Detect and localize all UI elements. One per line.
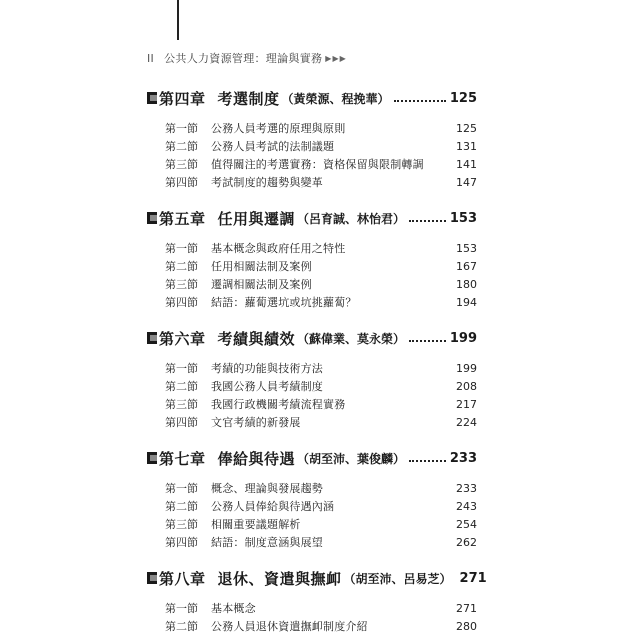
section-label: 第四節: [165, 176, 198, 189]
section-row[interactable]: [147, 173, 477, 191]
section-title: 公務人員考選的原理與原則: [211, 122, 346, 135]
section-page-number: 153: [456, 241, 477, 255]
section-title: 考績的功能與技術方法: [211, 362, 323, 375]
section-page-number: 233: [456, 481, 477, 495]
section-label: 第二節: [165, 260, 198, 273]
section-page-number: 254: [456, 517, 477, 531]
section-label: 第二節: [165, 140, 198, 153]
section-label: 第四節: [165, 416, 198, 429]
section-row[interactable]: [147, 137, 477, 155]
dot-leader: [409, 451, 446, 465]
section-label: 第四節: [165, 296, 198, 309]
chapter-label: 第四章: [159, 89, 206, 108]
chapter-authors: （蘇偉業、莫永榮）: [297, 331, 406, 346]
chapter-authors: （黃榮源、程挽華）: [281, 91, 390, 106]
section-page-number: 280: [456, 619, 477, 633]
chapter-label: 第五章: [159, 209, 206, 228]
section-page-number: 217: [456, 397, 477, 411]
chapter-heading[interactable]: [147, 445, 477, 471]
section-page-number: 199: [456, 361, 477, 375]
section-row[interactable]: [147, 119, 477, 137]
section-title: 結語：制度意涵與展望: [211, 536, 323, 549]
section-title: 公務人員退休資遣撫卹制度介紹: [211, 620, 368, 633]
chapter-block: [147, 445, 477, 565]
chapter-label: 第八章: [159, 569, 206, 588]
running-header: [147, 50, 347, 66]
section-label: 第一節: [165, 602, 198, 615]
section-title: 值得關注的考選實務：資格保留與限制轉調: [211, 158, 424, 171]
chapter-page-number: 233: [449, 450, 477, 466]
section-page-number: 194: [456, 295, 477, 309]
section-title: 我國行政機關考績流程實務: [211, 398, 346, 411]
chapter-title: 任用與遷調: [217, 209, 296, 228]
chapter-authors: （胡至沛、呂易芝）: [343, 571, 452, 586]
dot-leader: [394, 91, 446, 105]
chapter-block: [147, 85, 477, 205]
section-label: 第三節: [165, 518, 198, 531]
book-title: 公共人力資源管理：理論與實務: [164, 52, 323, 65]
section-title: 結語：蘿蔔選坑或坑挑蘿蔔？: [211, 296, 357, 309]
section-label: 第二節: [165, 620, 198, 633]
section-list: [147, 351, 477, 445]
chapter-title: 考選制度: [217, 89, 280, 108]
section-title: 遷調相關法制及案例: [211, 278, 312, 291]
section-title: 我國公務人員考績制度: [211, 380, 323, 393]
chapter-heading[interactable]: [147, 325, 477, 351]
section-title: 基本概念: [211, 602, 256, 615]
margin-rule: [177, 0, 179, 40]
section-label: 第三節: [165, 278, 198, 291]
section-row[interactable]: [147, 413, 477, 431]
section-row[interactable]: [147, 239, 477, 257]
section-row[interactable]: [147, 293, 477, 311]
chapter-authors: （呂育誠、林怡君）: [297, 211, 406, 226]
chapter-marker-icon: [147, 452, 157, 464]
section-row[interactable]: [147, 275, 477, 293]
section-title: 公務人員考試的法制議題: [211, 140, 335, 153]
section-row[interactable]: [147, 497, 477, 515]
chapter-title: 退休、資遣與撫卹: [217, 569, 342, 588]
section-row[interactable]: [147, 515, 477, 533]
section-row[interactable]: [147, 377, 477, 395]
section-list: [147, 111, 477, 205]
section-title: 基本概念與政府任用之特性: [211, 242, 346, 255]
section-page-number: 208: [456, 379, 477, 393]
section-row[interactable]: [147, 257, 477, 275]
section-label: 第一節: [165, 362, 198, 375]
section-row[interactable]: [147, 617, 477, 635]
section-title: 相關重要議題解析: [211, 518, 301, 531]
section-row[interactable]: [147, 479, 477, 497]
section-title: 公務人員俸給與待遇內涵: [211, 500, 335, 513]
section-list: [147, 231, 477, 325]
chapter-marker-icon: [147, 572, 157, 584]
chapter-block: [147, 565, 487, 640]
chapter-label: 第六章: [159, 329, 206, 348]
section-title: 任用相關法制及案例: [211, 260, 312, 273]
section-page-number: 167: [456, 259, 477, 273]
chapter-authors: （胡至沛、葉俊麟）: [297, 451, 406, 466]
dot-leader: [409, 331, 446, 345]
section-title: 概念、理論與發展趨勢: [211, 482, 323, 495]
section-page-number: 131: [456, 139, 477, 153]
section-label: 第一節: [165, 122, 198, 135]
table-of-contents: [147, 85, 487, 640]
chapter-title: 俸給與待遇: [217, 449, 296, 468]
section-page-number: 262: [456, 535, 477, 549]
chapter-marker-icon: [147, 92, 157, 104]
chapter-label: 第七章: [159, 449, 206, 468]
section-page-number: 147: [456, 175, 477, 189]
section-row[interactable]: [147, 155, 477, 173]
section-page-number: 243: [456, 499, 477, 513]
section-list: [147, 471, 477, 565]
section-label: 第一節: [165, 242, 198, 255]
chapter-page-number: 271: [459, 570, 487, 586]
section-page-number: 180: [456, 277, 477, 291]
chapter-block: [147, 325, 477, 445]
arrow-icon: ▶▶▶: [325, 53, 347, 63]
section-label: 第四節: [165, 536, 198, 549]
section-title: 考試制度的趨勢與變革: [211, 176, 323, 189]
chapter-marker-icon: [147, 332, 157, 344]
section-page-number: 125: [456, 121, 477, 135]
chapter-marker-icon: [147, 212, 157, 224]
section-page-number: 271: [456, 601, 477, 615]
chapter-title: 考績與績效: [217, 329, 296, 348]
chapter-page-number: 125: [449, 90, 477, 106]
section-row[interactable]: [147, 533, 477, 551]
section-row[interactable]: [147, 599, 477, 617]
section-page-number: 224: [456, 415, 477, 429]
section-label: 第一節: [165, 482, 198, 495]
section-label: 第三節: [165, 398, 198, 411]
chapter-page-number: 153: [449, 210, 477, 226]
chapter-block: [147, 205, 477, 325]
chapter-page-number: 199: [449, 330, 477, 346]
page-marker: II: [147, 51, 155, 65]
section-label: 第二節: [165, 500, 198, 513]
section-title: 文官考績的新發展: [211, 416, 301, 429]
section-row[interactable]: [147, 359, 477, 377]
dot-leader: [409, 211, 446, 225]
chapter-heading[interactable]: [147, 205, 477, 231]
chapter-heading[interactable]: [147, 85, 477, 111]
section-page-number: 141: [456, 157, 477, 171]
chapter-heading[interactable]: [147, 565, 487, 591]
section-label: 第二節: [165, 380, 198, 393]
section-row[interactable]: [147, 395, 477, 413]
section-list: [147, 591, 477, 640]
section-label: 第三節: [165, 158, 198, 171]
